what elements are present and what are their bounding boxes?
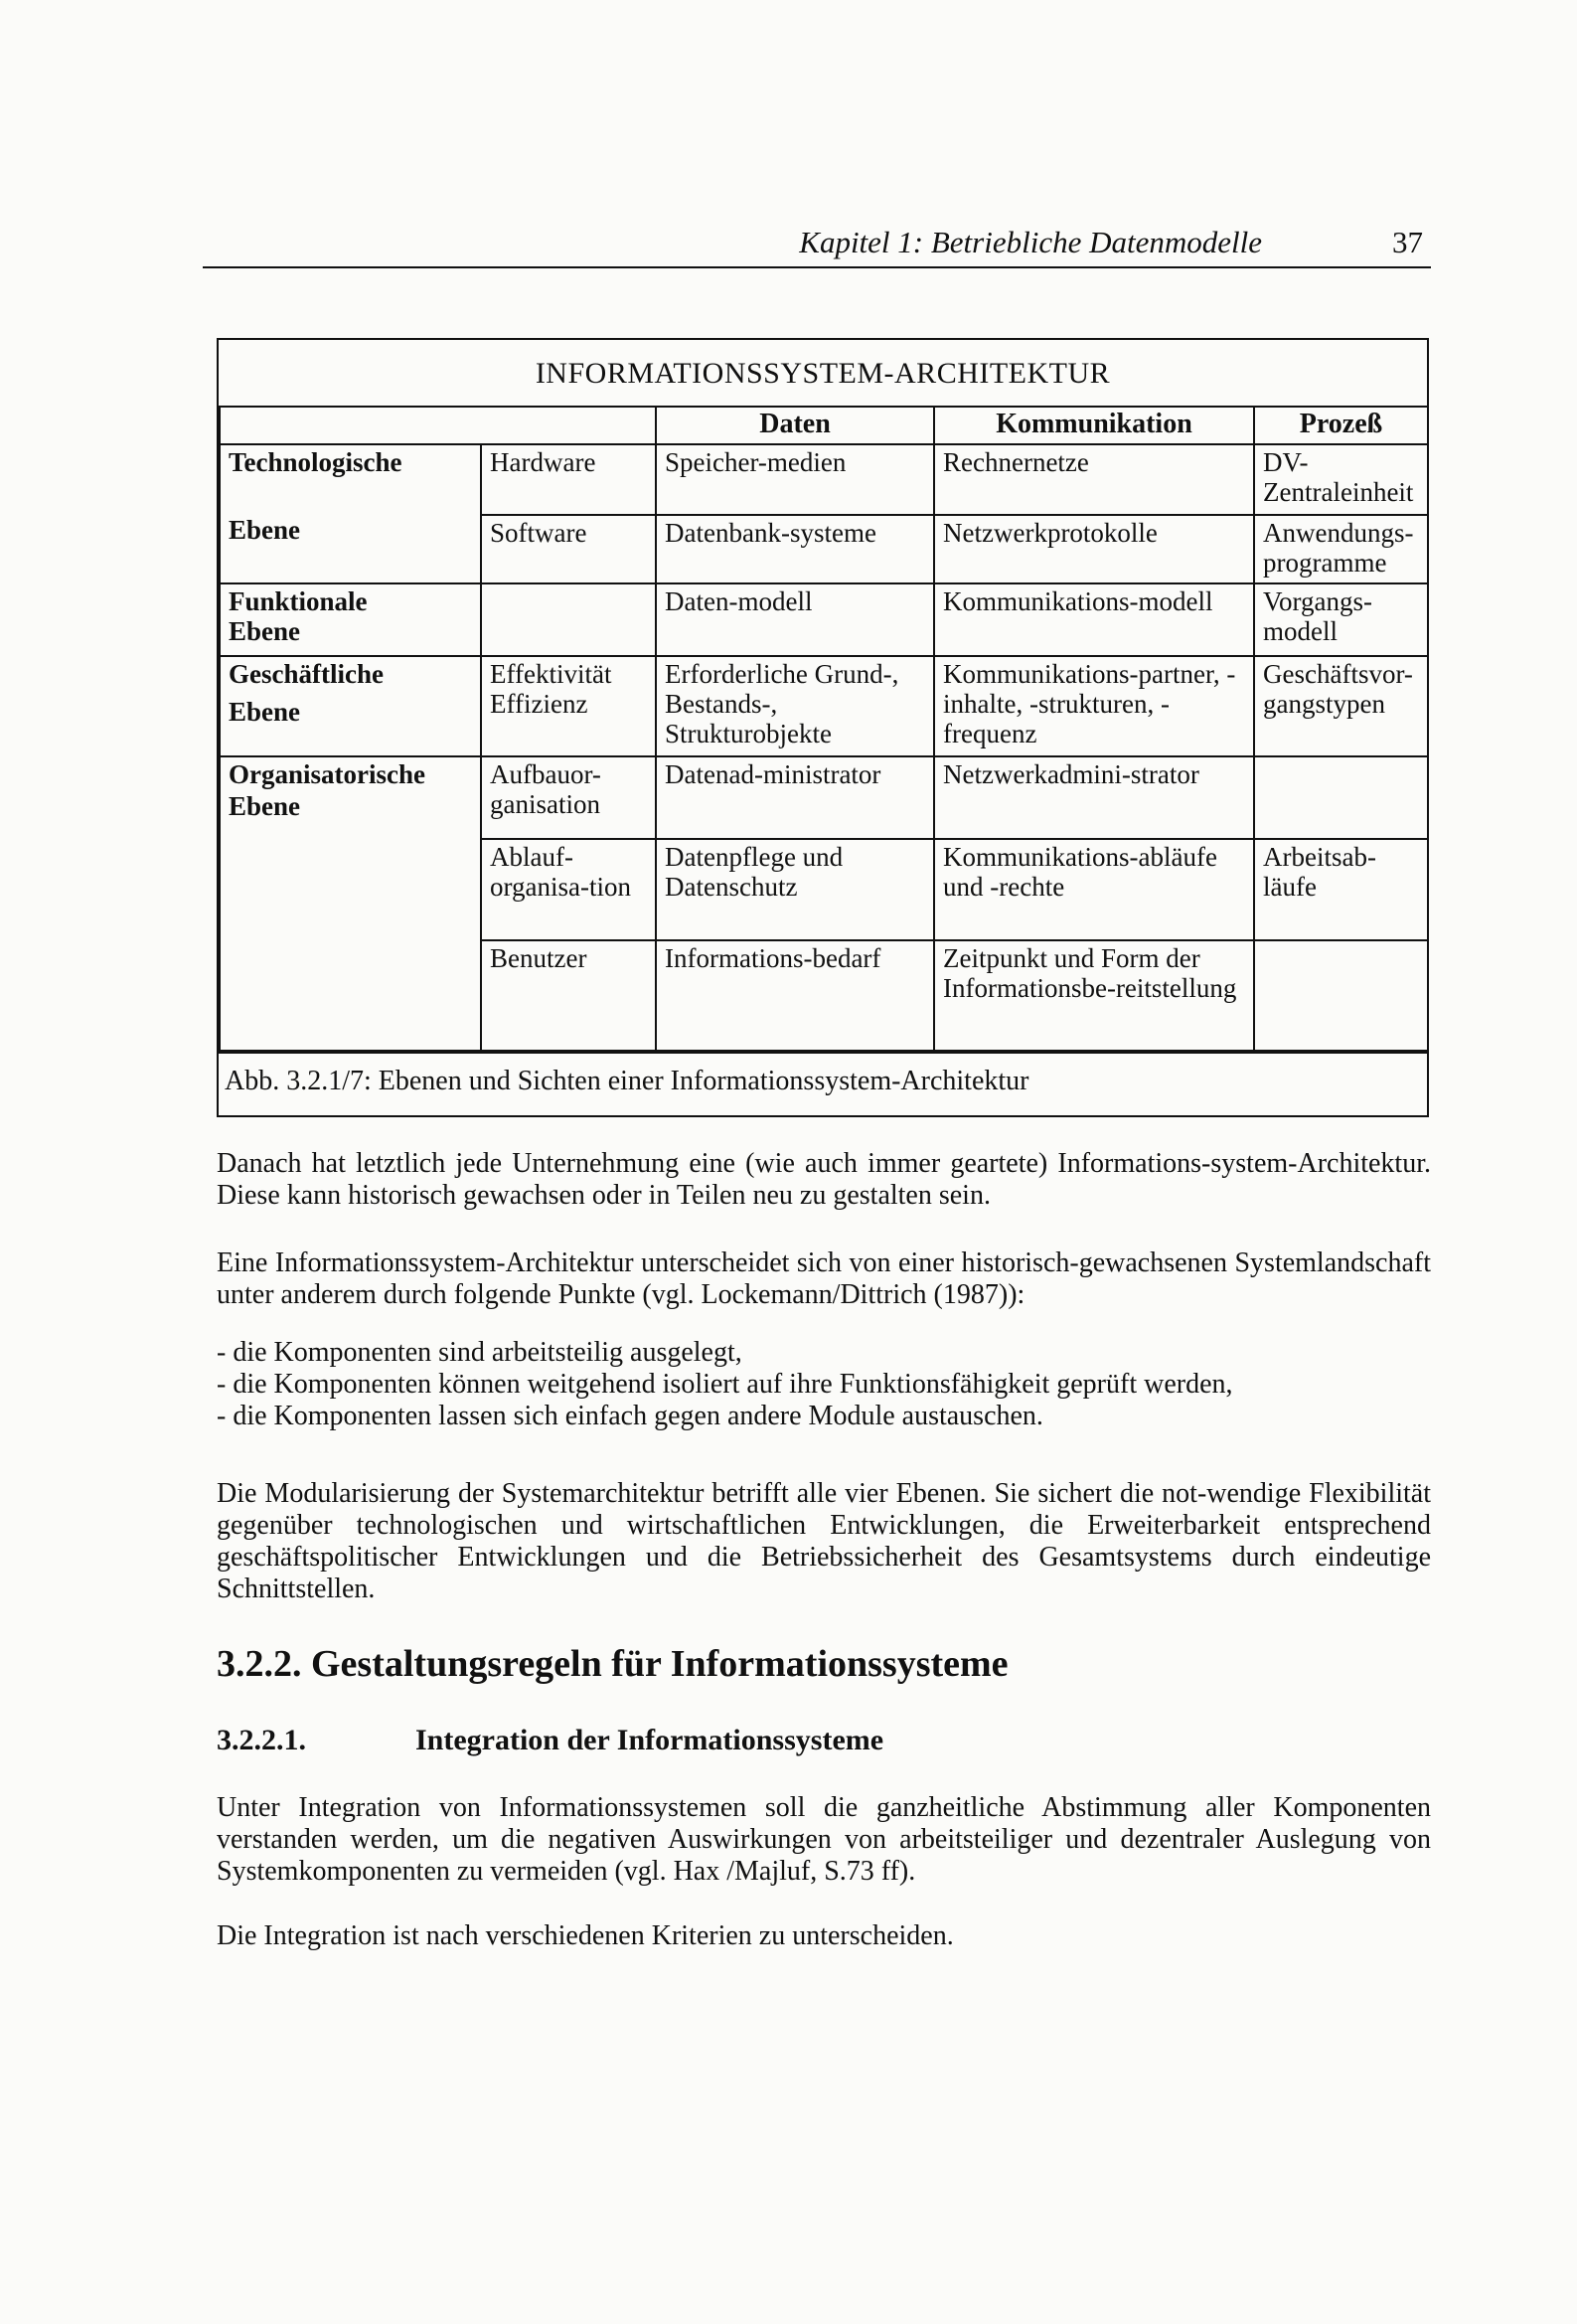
sub-cell: Software <box>481 515 656 583</box>
table-row <box>220 444 1428 515</box>
running-title: Kapitel 1: Betriebliche Datenmodelle <box>799 225 1262 259</box>
proz-cell: Vorgangs-modell <box>1254 583 1428 656</box>
level-label: Ebene <box>229 791 301 822</box>
architecture-table <box>219 406 1429 1052</box>
section-heading: 3.2.2. Gestaltungsregeln für Informationssysteme <box>217 1643 1009 1685</box>
daten-cell: Datenbank-systeme <box>656 515 934 583</box>
level-label: Geschäftliche <box>229 659 384 690</box>
paragraph-text: Danach hat letztlich jede Unternehmung eine (wie auch immer geartete) Informations-system-Architektur. Diese kann historisch gewachsen oder in Teilen neu zu gestalten sein. <box>217 1148 1431 1211</box>
table-header-row <box>220 407 1428 444</box>
daten-cell: Speicher-medien <box>656 444 934 515</box>
komm-cell: Kommunikations-abläufe und -rechte <box>934 839 1254 939</box>
level-label: Organisatorische <box>229 759 425 790</box>
list-item: - die Komponenten können weitgehend isoliert auf ihre Funktionsfähigkeit geprüft werden, <box>217 1369 1233 1400</box>
proz-cell: DV-Zentraleinheit <box>1254 444 1428 515</box>
komm-cell: Zeitpunkt und Form der Informationsbe-reitstellung <box>934 940 1254 1051</box>
page-header <box>203 221 1431 268</box>
komm-cell: Rechnernetze <box>934 444 1254 515</box>
level-label: Ebene <box>229 697 301 728</box>
subsection-number: 3.2.2.1. <box>217 1724 306 1756</box>
empty-header-cell <box>220 407 656 444</box>
paragraph-5 <box>217 1920 1431 1952</box>
level-technologische <box>220 444 481 583</box>
list-item: - die Komponenten sind arbeitsteilig ausgelegt, <box>217 1337 742 1368</box>
figure-caption: Abb. 3.2.1/7: Ebenen und Sichten einer Informationssystem-Architektur <box>219 1052 1427 1117</box>
daten-cell: Erforderliche Grund-, Bestands-, Strukturobjekte <box>656 656 934 756</box>
paragraph-text: Die Modularisierung der Systemarchitektur betrifft alle vier Ebenen. Sie sichert die not-wendige Flexibilität gegenüber technologischen und wirtschaftlichen Entwicklungen, die Erweiterbarkeit entsprechend geschäftspolitischer Entwicklungen und die Betriebssicherheit des Gesamtsystems durch eindeutige Schnittstellen. <box>217 1478 1431 1604</box>
proz-cell: Arbeitsab-läufe <box>1254 839 1428 939</box>
subsection-heading <box>217 1724 883 1757</box>
paragraph-4 <box>217 1792 1431 1888</box>
komm-cell: Netzwerkadmini-strator <box>934 756 1254 839</box>
daten-cell: Informations-bedarf <box>656 940 934 1051</box>
paragraph-text: Die Integration ist nach verschiedenen Kriterien zu unterscheiden. <box>217 1920 954 1951</box>
bullet-list <box>217 1337 1431 1432</box>
table-row <box>220 656 1428 756</box>
level-label: Technologische <box>229 447 402 478</box>
daten-cell: Datenpflege und Datenschutz <box>656 839 934 939</box>
level-organisatorische <box>220 756 481 1051</box>
page-number: 37 <box>1392 225 1423 259</box>
subsection-title: Integration der Informationssysteme <box>415 1724 884 1756</box>
paragraph-1 <box>217 1148 1431 1212</box>
level-label: Ebene <box>229 515 301 546</box>
sub-cell: Hardware <box>481 444 656 515</box>
paragraph-text: Unter Integration von Informationssystemen soll die ganzheitliche Abstimmung aller Komponenten verstanden werden, um die negativen Auswirkungen von arbeitsteiliger und dezentraler Auslegung von Systemkomponenten zu vermeiden (vgl. Hax /Majluf, S.73 ff). <box>217 1792 1431 1887</box>
proz-cell: Anwendungs-programme <box>1254 515 1428 583</box>
komm-cell: Kommunikations-modell <box>934 583 1254 656</box>
proz-cell <box>1254 756 1428 839</box>
sub-cell: Benutzer <box>481 940 656 1051</box>
paragraph-3 <box>217 1478 1431 1605</box>
figure-title: INFORMATIONSSYSTEM-ARCHITEKTUR <box>219 340 1427 408</box>
table-row <box>220 583 1428 656</box>
sub-cell: Ablauf-organisa-tion <box>481 839 656 939</box>
komm-cell: Netzwerkprotokolle <box>934 515 1254 583</box>
proz-cell: Geschäftsvor-gangstypen <box>1254 656 1428 756</box>
level-funktionale <box>220 583 481 656</box>
daten-cell: Datenad-ministrator <box>656 756 934 839</box>
proz-cell <box>1254 940 1428 1051</box>
paragraph-text: Eine Informationssystem-Architektur unterscheidet sich von einer historisch-gewachsenen Systemlandschaft unter anderem durch folgende Punkte (vgl. Lockemann/Dittrich (1987)): <box>217 1247 1431 1310</box>
column-header-prozess: Prozeß <box>1254 407 1428 444</box>
level-geschaeftliche <box>220 656 481 756</box>
level-label: Ebene <box>229 616 301 647</box>
table-row <box>220 756 1428 839</box>
sub-cell: Aufbauor-ganisation <box>481 756 656 839</box>
column-header-daten: Daten <box>656 407 934 444</box>
sub-cell <box>481 583 656 656</box>
daten-cell: Daten-modell <box>656 583 934 656</box>
list-item: - die Komponenten lassen sich einfach gegen andere Module austauschen. <box>217 1401 1043 1431</box>
architecture-figure <box>217 338 1429 1117</box>
sub-cell: Effektivität Effizienz <box>481 656 656 756</box>
paragraph-2 <box>217 1247 1431 1311</box>
level-label: Funktionale <box>229 586 368 617</box>
komm-cell: Kommunikations-partner, -inhalte, -strukturen, -frequenz <box>934 656 1254 756</box>
column-header-kommunikation: Kommunikation <box>934 407 1254 444</box>
